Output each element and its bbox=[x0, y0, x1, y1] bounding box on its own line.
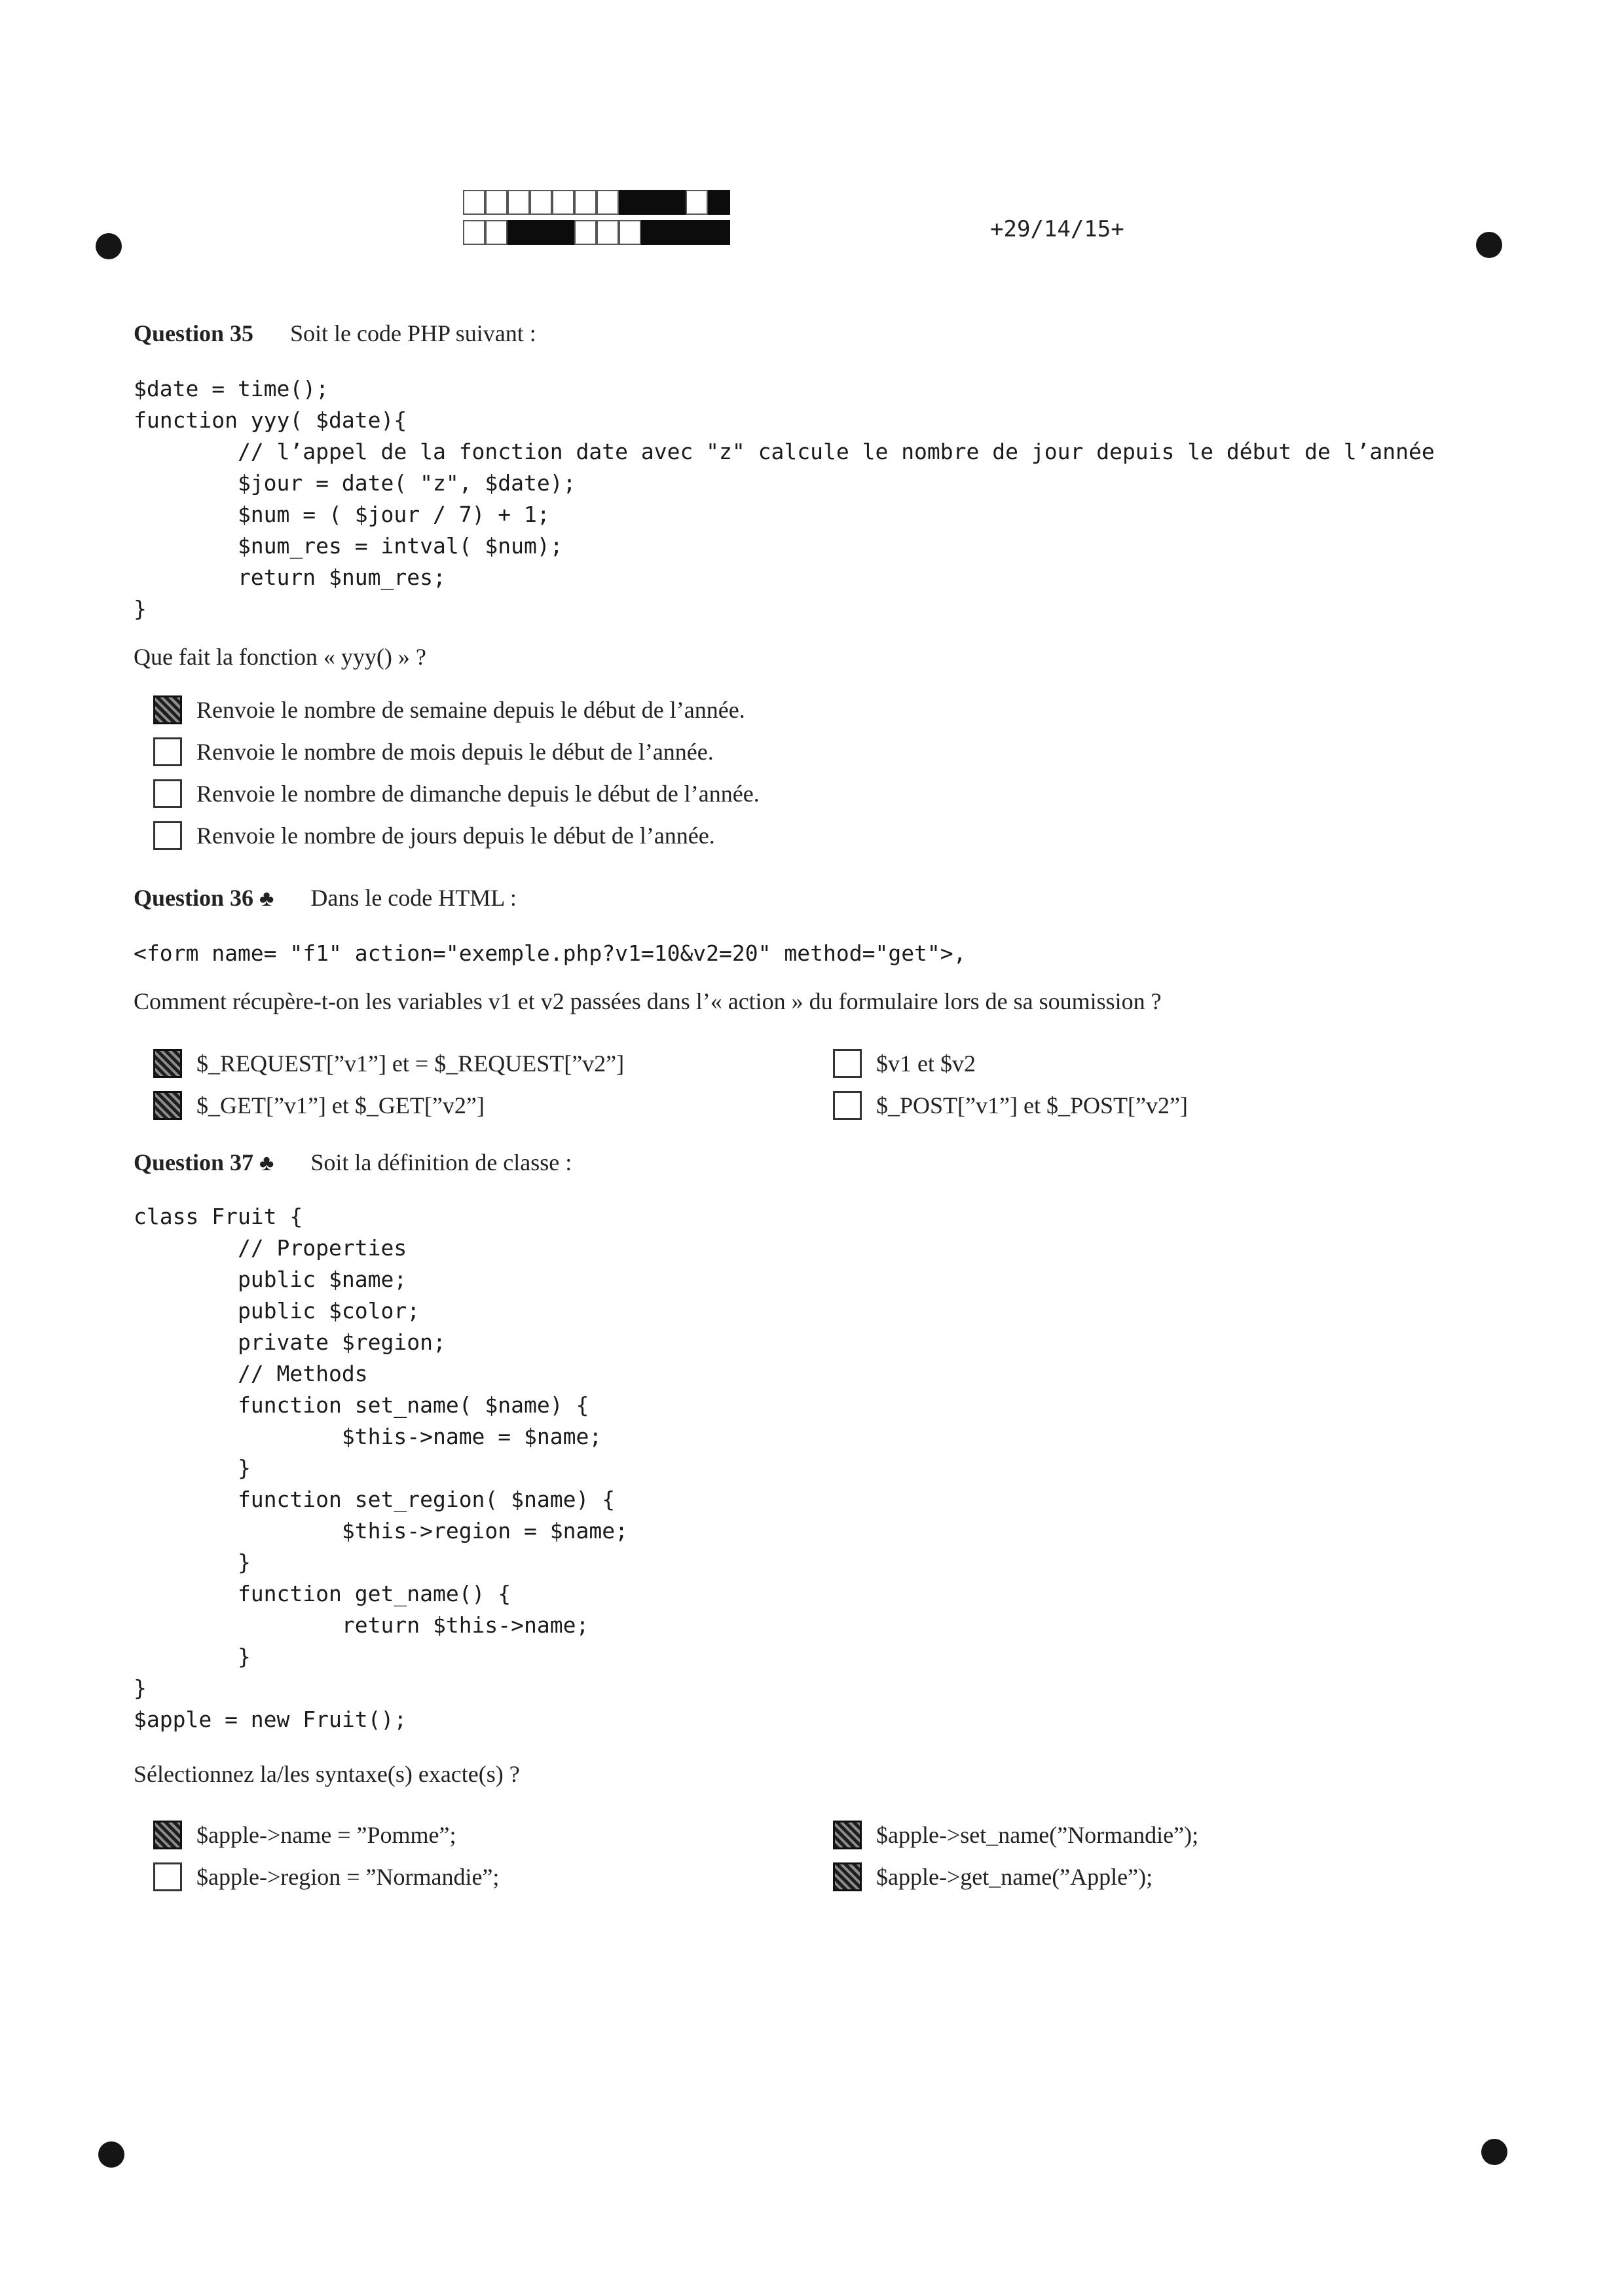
answer-label: $apple->get_name(”Apple”); bbox=[876, 1864, 1153, 1890]
answer-checkbox[interactable] bbox=[153, 1821, 182, 1849]
answer-label: Renvoie le nombre de jours depuis le début de l’année. bbox=[196, 823, 715, 849]
answer-checkbox[interactable] bbox=[153, 1049, 182, 1078]
answer-label: Renvoie le nombre de semaine depuis le début de l’année. bbox=[196, 697, 745, 723]
q35-answer-3[interactable] bbox=[153, 779, 760, 808]
barcode-cell bbox=[507, 220, 530, 245]
answer-label: $apple->name = ”Pomme”; bbox=[196, 1822, 456, 1848]
barcode-cell bbox=[530, 220, 552, 245]
answer-label: $_POST[”v1”] et $_POST[”v2”] bbox=[876, 1092, 1188, 1119]
q36-answer-2[interactable] bbox=[153, 1091, 485, 1120]
registration-mark-top-left bbox=[96, 233, 122, 259]
barcode-cell bbox=[686, 220, 708, 245]
barcode-cell bbox=[507, 190, 530, 215]
barcode-cell bbox=[463, 220, 485, 245]
q36-answer-4[interactable] bbox=[833, 1091, 1188, 1120]
barcode-cell bbox=[663, 190, 686, 215]
question-37-header bbox=[134, 1149, 572, 1176]
question-37-title: Soit la définition de classe : bbox=[310, 1149, 572, 1176]
barcode-cell bbox=[552, 190, 574, 215]
answer-checkbox[interactable] bbox=[153, 1862, 182, 1891]
barcode-row-2 bbox=[463, 220, 730, 245]
q35-answer-1[interactable] bbox=[153, 695, 745, 724]
barcode-cell bbox=[485, 220, 507, 245]
barcode-cell bbox=[552, 220, 574, 245]
question-36-title: Dans le code HTML : bbox=[310, 885, 517, 911]
q35-answer-4[interactable] bbox=[153, 821, 715, 850]
barcode-cell bbox=[619, 190, 641, 215]
question-37-prompt: Sélectionnez la/les syntaxe(s) exacte(s) ? bbox=[134, 1761, 520, 1787]
q37-answer-2[interactable] bbox=[153, 1862, 499, 1891]
question-36-header bbox=[134, 884, 517, 912]
q35-answer-2[interactable] bbox=[153, 737, 714, 766]
barcode-cell bbox=[597, 190, 619, 215]
answer-label: $_GET[”v1”] et $_GET[”v2”] bbox=[196, 1092, 485, 1119]
barcode-cell bbox=[641, 190, 663, 215]
answer-checkbox[interactable] bbox=[153, 1091, 182, 1120]
page-identifier: +29/14/15+ bbox=[990, 216, 1124, 242]
barcode-cell bbox=[463, 190, 485, 215]
answer-label: $v1 et $v2 bbox=[876, 1050, 976, 1077]
q37-answer-3[interactable] bbox=[833, 1821, 1198, 1849]
q37-answer-4[interactable] bbox=[833, 1862, 1153, 1891]
answer-checkbox[interactable] bbox=[153, 821, 182, 850]
question-35-title: Soit le code PHP suivant : bbox=[290, 320, 536, 346]
club-icon: ♣ bbox=[259, 1151, 274, 1176]
question-35-header bbox=[134, 320, 536, 347]
barcode-cell bbox=[574, 190, 597, 215]
q37-answer-1[interactable] bbox=[153, 1821, 456, 1849]
answer-checkbox[interactable] bbox=[153, 779, 182, 808]
barcode-cell bbox=[641, 220, 663, 245]
barcode-cell bbox=[530, 190, 552, 215]
answer-checkbox[interactable] bbox=[833, 1862, 862, 1891]
q36-answer-1[interactable] bbox=[153, 1049, 624, 1078]
answer-label: $apple->region = ”Normandie”; bbox=[196, 1864, 500, 1890]
question-36-prompt: Comment récupère-t-on les variables v1 et v2 passées dans l’« action » du formulaire lors de sa soumission ? bbox=[134, 988, 1162, 1014]
barcode-row-1 bbox=[463, 190, 730, 215]
answer-checkbox[interactable] bbox=[153, 737, 182, 766]
barcode-cell bbox=[708, 190, 730, 215]
barcode-cell bbox=[597, 220, 619, 245]
question-35-code: $date = time(); function yyy( $date){ // l’appel de la fonction date avec "z" calcule le nombre de jour depuis le début de l’année $jour = date( "z", $date); $num = ( $jour / 7) + 1; $num_res = intval( $num); return $num_res; } bbox=[134, 376, 1435, 621]
answer-label: Renvoie le nombre de dimanche depuis le début de l’année. bbox=[196, 781, 760, 807]
answer-label: $_REQUEST[”v1”] et = $_REQUEST[”v2”] bbox=[196, 1050, 625, 1077]
question-35-number: Question 35 bbox=[134, 320, 254, 346]
question-37-number: Question 37 bbox=[134, 1149, 254, 1176]
registration-mark-bottom-right bbox=[1481, 2139, 1507, 2165]
answer-checkbox[interactable] bbox=[833, 1821, 862, 1849]
club-icon: ♣ bbox=[259, 887, 274, 911]
q36-answer-3[interactable] bbox=[833, 1049, 976, 1078]
barcode-cell bbox=[708, 220, 730, 245]
answer-checkbox[interactable] bbox=[153, 695, 182, 724]
registration-mark-bottom-left bbox=[98, 2141, 124, 2168]
barcode-cell bbox=[574, 220, 597, 245]
question-35-prompt: Que fait la fonction « yyy() » ? bbox=[134, 644, 426, 670]
barcode-cell bbox=[686, 190, 708, 215]
answer-checkbox[interactable] bbox=[833, 1091, 862, 1120]
question-36-number: Question 36 bbox=[134, 885, 254, 911]
question-37-code: class Fruit { // Properties public $name; public $color; private $region; // Methods function set_name( $name) { $this->name = $name; } function set_region( $name) { $this->region = $name; } function get_name() { return $this->name; } } $apple = new Fruit(); bbox=[134, 1204, 628, 1732]
registration-mark-top-right bbox=[1476, 232, 1502, 258]
question-36-code: <form name= "f1" action="exemple.php?v1=10&v2=20" method="get">, bbox=[134, 940, 967, 966]
barcode-cell bbox=[663, 220, 686, 245]
answer-checkbox[interactable] bbox=[833, 1049, 862, 1078]
answer-label: Renvoie le nombre de mois depuis le début de l’année. bbox=[196, 739, 714, 765]
answer-label: $apple->set_name(”Normandie”); bbox=[876, 1822, 1199, 1848]
barcode-cell bbox=[619, 220, 641, 245]
barcode-cell bbox=[485, 190, 507, 215]
